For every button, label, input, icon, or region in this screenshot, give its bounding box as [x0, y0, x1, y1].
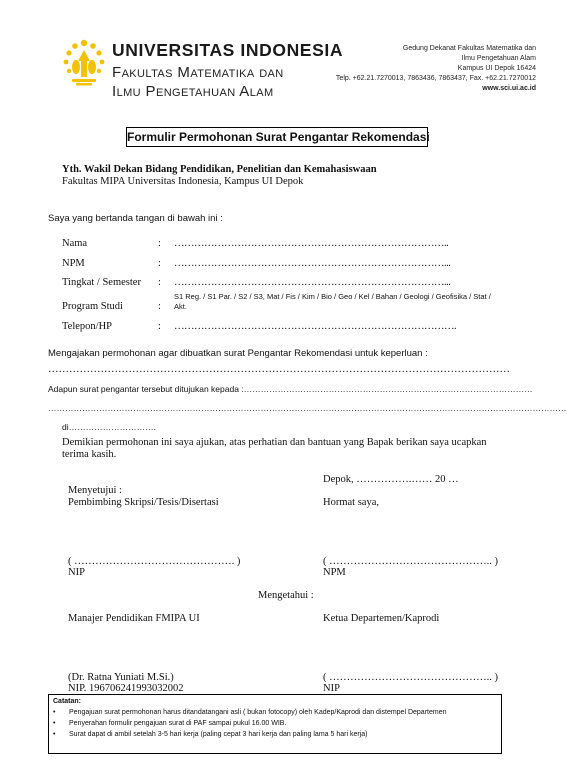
- department-head-nip-label: NIP: [323, 683, 340, 694]
- notes-heading: Catatan:: [53, 698, 82, 705]
- manager-nip: NIP. 196706241993032002: [68, 683, 184, 694]
- note-text: Penyerahan formulir pengajuan surat di PAF sampai pukul 16.00 WIB.: [69, 720, 287, 727]
- notes-box: [48, 694, 502, 754]
- university-logo: [62, 37, 106, 87]
- recipient-line-2: Fakultas MIPA Universitas Indonesia, Kampus UI Depok: [62, 176, 304, 187]
- faculty-name: [112, 63, 284, 101]
- faculty-address: [336, 44, 536, 94]
- faculty-line-2: Ilmu Pengetahuan Alam: [112, 83, 274, 100]
- address-line-5: www.sci.ui.ac.id: [482, 85, 536, 92]
- location-input[interactable]: di………………………….: [62, 422, 156, 432]
- field-label-program-studi: Program Studi: [62, 301, 123, 312]
- acknowledged-label: Mengetahui :: [258, 590, 314, 601]
- field-label-nama: Nama: [62, 238, 88, 249]
- address-line-2: Ilmu Pengetahuan Alam: [461, 55, 536, 62]
- recipient-line-1: Yth. Wakil Dekan Bidang Pendidikan, Penelitian dan Kemahasiswaan: [62, 164, 377, 175]
- field-label-npm: NPM: [62, 258, 85, 269]
- department-head-label: Ketua Departemen/Kaprodi: [323, 613, 440, 624]
- request-purpose-input[interactable]: ……………………………………………………………………………………………………………………: [48, 364, 510, 375]
- field-colon: :: [158, 321, 161, 332]
- applicant-signature-blank[interactable]: ( ……………………………………….. ): [323, 556, 498, 567]
- addressed-to-input[interactable]: Adapun surat pengantar tersebut ditujukan kepada :…………………………………………………………………………………………: [48, 384, 533, 394]
- form-title: Formulir Permohonan Surat Pengantar Rekomendasi: [126, 127, 428, 147]
- bullet-icon: •: [53, 709, 56, 716]
- address-line-1: Gedung Dekanat Fakultas Matematika dan: [402, 45, 536, 52]
- faculty-line-1: Fakultas Matematika dan: [112, 64, 284, 81]
- note-text: Surat dapat di ambil setelah 3-5 hari kerja (paling cepat 3 hari kerja dan paling lama 5 hari kerja): [69, 731, 368, 738]
- university-name: UNIVERSITAS INDONESIA: [112, 40, 344, 60]
- supervisor-signature-blank[interactable]: ( ………………………………………. ): [68, 556, 241, 567]
- bullet-icon: •: [53, 720, 56, 727]
- field-colon: :: [158, 301, 161, 312]
- addressed-to-continued[interactable]: …………………………………………………………………………………………………………………………………………………………………: [48, 403, 567, 413]
- field-input-tingkat-semester[interactable]: ………………………………………………………………………...: [174, 277, 451, 288]
- address-line-3: Kampus UI Depok 16424: [457, 65, 536, 72]
- intro-text: Saya yang bertanda tangan di bawah ini :: [48, 213, 223, 224]
- bullet-icon: •: [53, 731, 56, 738]
- respect-label: Hormat saya,: [323, 497, 379, 508]
- closing-line-2: terima kasih.: [62, 449, 117, 460]
- field-colon: :: [158, 238, 161, 249]
- note-item: [53, 731, 367, 738]
- manager-name: (Dr. Ratna Yuniati M.Si.): [68, 672, 174, 683]
- note-item: [53, 720, 286, 727]
- manager-label: Manajer Pendidikan FMIPA UI: [68, 613, 200, 624]
- field-input-npm[interactable]: ………………………………………………………………………...: [174, 258, 451, 269]
- field-label-telepon: Telepon/HP: [62, 321, 113, 332]
- supervisor-label: Pembimbing Skripsi/Tesis/Disertasi: [68, 497, 219, 508]
- field-input-telepon[interactable]: ………………………………………………………………………….: [174, 321, 457, 332]
- program-studi-options[interactable]: S1 Reg. / S1 Par. / S2 / S3, Mat / Fis / Kim / Bio / Geo / Kel / Bahan / Geologi / Geofisika / Stat / Akt.: [174, 292, 491, 311]
- approved-label: Menyetujui :: [68, 485, 122, 496]
- field-colon: :: [158, 277, 161, 288]
- note-text: Pengajuan surat permohonan harus ditandatangani asli ( bukan fotocopy) oleh Kadep/Kaprodi dan distempel Departemen: [69, 709, 447, 716]
- field-colon: :: [158, 258, 161, 269]
- address-line-4: Telp. +62.21.7270013, 7863436, 7863437, Fax. +62.21.7270012: [335, 75, 536, 82]
- supervisor-nip-label: NIP: [68, 567, 85, 578]
- field-label-tingkat-semester: Tingkat / Semester: [62, 277, 141, 288]
- note-item: [53, 709, 446, 716]
- department-head-signature-blank[interactable]: ( ……………………………………….. ): [323, 672, 498, 683]
- field-input-nama[interactable]: ………………………………………………………………………..: [174, 238, 449, 249]
- closing-line-1: Demikian permohonan ini saya ajukan, atas perhatian dan bantuan yang Bapak berikan saya ucapkan: [62, 437, 487, 448]
- place-date[interactable]: Depok, …………….…… 20 …: [323, 474, 459, 485]
- applicant-npm-label: NPM: [323, 567, 346, 578]
- request-line: Mengajakan permohonan agar dibuatkan surat Pengantar Rekomendasi untuk keperluan :: [48, 348, 428, 359]
